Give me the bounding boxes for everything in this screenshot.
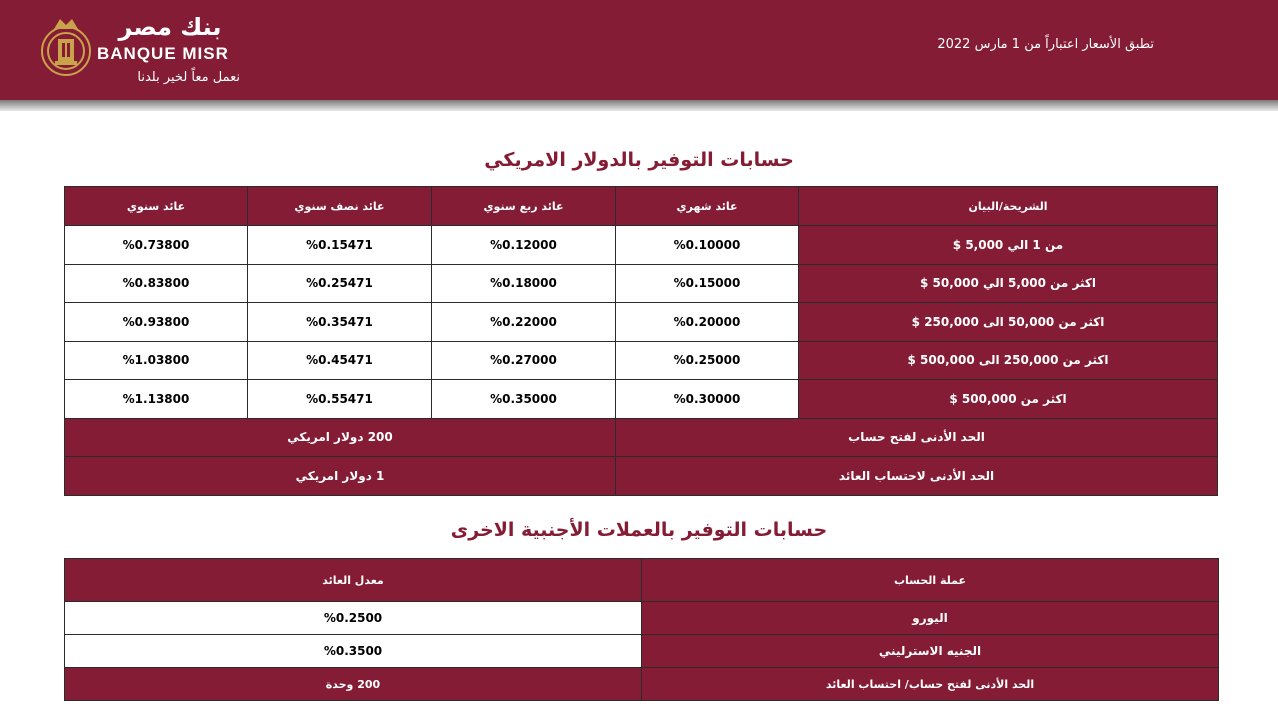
min-open-row: [65, 418, 1218, 457]
table-header-row: [65, 559, 1219, 602]
fx-rates-table: [64, 558, 1219, 701]
return-rate: %0.3500: [65, 635, 642, 668]
quarterly-rate: %0.27000: [432, 341, 616, 380]
annual-rate: %1.03800: [65, 341, 248, 380]
column-header: عائد سنوي: [65, 187, 248, 226]
annual-rate: %0.73800: [65, 226, 248, 265]
monthly-rate: %0.15000: [616, 264, 799, 303]
quarterly-rate: %0.35000: [432, 380, 616, 419]
table-header-row: [65, 187, 1218, 226]
table-row: [65, 264, 1218, 303]
tier-label: اكثر من 5,000 الي 50,000 $: [799, 264, 1218, 303]
tier-label: اكثر من 50,000 الى 250,000 $: [799, 303, 1218, 342]
min-open-return-label: الحد الأدنى لفتح حساب/ احتساب العائد: [642, 668, 1219, 701]
annual-rate: %0.83800: [65, 264, 248, 303]
semiannual-rate: %0.15471: [248, 226, 432, 265]
annual-rate: %0.93800: [65, 303, 248, 342]
tier-label: من 1 الي 5,000 $: [799, 226, 1218, 265]
usd-section-title: حسابات التوفير بالدولار الامريكي: [484, 149, 794, 171]
column-header: عائد شهري: [616, 187, 799, 226]
semiannual-rate: %0.35471: [248, 303, 432, 342]
min-open-label: الحد الأدنى لفتح حساب: [616, 418, 1218, 457]
header-divider: [0, 100, 1278, 111]
min-return-value: 1 دولار امريكي: [65, 457, 616, 496]
table-row: [65, 380, 1218, 419]
table-row: [65, 303, 1218, 342]
table-row: [65, 635, 1219, 668]
semiannual-rate: %0.45471: [248, 341, 432, 380]
quarterly-rate: %0.18000: [432, 264, 616, 303]
semiannual-rate: %0.25471: [248, 264, 432, 303]
currency-label: اليورو: [642, 602, 1219, 635]
table-row: [65, 226, 1218, 265]
column-header: عائد ربع سنوي: [432, 187, 616, 226]
column-header: عملة الحساب: [642, 559, 1219, 602]
fx-section-title: حسابات التوفير بالعملات الأجنبية الاخرى: [450, 519, 828, 541]
min-return-row: [65, 457, 1218, 496]
column-header: معدل العائد: [65, 559, 642, 602]
column-header: عائد نصف سنوي: [248, 187, 432, 226]
min-open-return-value: 200 وحدة: [65, 668, 642, 701]
brand-slogan: نعمل معاً لخير بلدنا: [137, 70, 240, 85]
quarterly-rate: %0.12000: [432, 226, 616, 265]
monthly-rate: %0.30000: [616, 380, 799, 419]
tier-label: اكثر من 500,000 $: [799, 380, 1218, 419]
banque-misr-emblem-icon: [36, 13, 96, 77]
semiannual-rate: %0.55471: [248, 380, 432, 419]
annual-rate: %1.13800: [65, 380, 248, 419]
monthly-rate: %0.10000: [616, 226, 799, 265]
brand-name-english: BANQUE MISR: [97, 44, 229, 63]
min-open-value: 200 دولار امريكي: [65, 418, 616, 457]
min-open-return-row: [65, 668, 1219, 701]
brand-name-arabic: بنك مصر: [118, 13, 222, 41]
return-rate: %0.2500: [65, 602, 642, 635]
effective-date-note: تطبق الأسعار اعتباراً من 1 مارس 2022: [937, 37, 1154, 52]
monthly-rate: %0.25000: [616, 341, 799, 380]
table-row: [65, 341, 1218, 380]
usd-rates-table: [64, 186, 1218, 496]
min-return-label: الحد الأدنى لاحتساب العائد: [616, 457, 1218, 496]
monthly-rate: %0.20000: [616, 303, 799, 342]
tier-label: اكثر من 250,000 الى 500,000 $: [799, 341, 1218, 380]
column-header: الشريحة/البيان: [799, 187, 1218, 226]
currency-label: الجنيه الاسترليني: [642, 635, 1219, 668]
table-row: [65, 602, 1219, 635]
quarterly-rate: %0.22000: [432, 303, 616, 342]
